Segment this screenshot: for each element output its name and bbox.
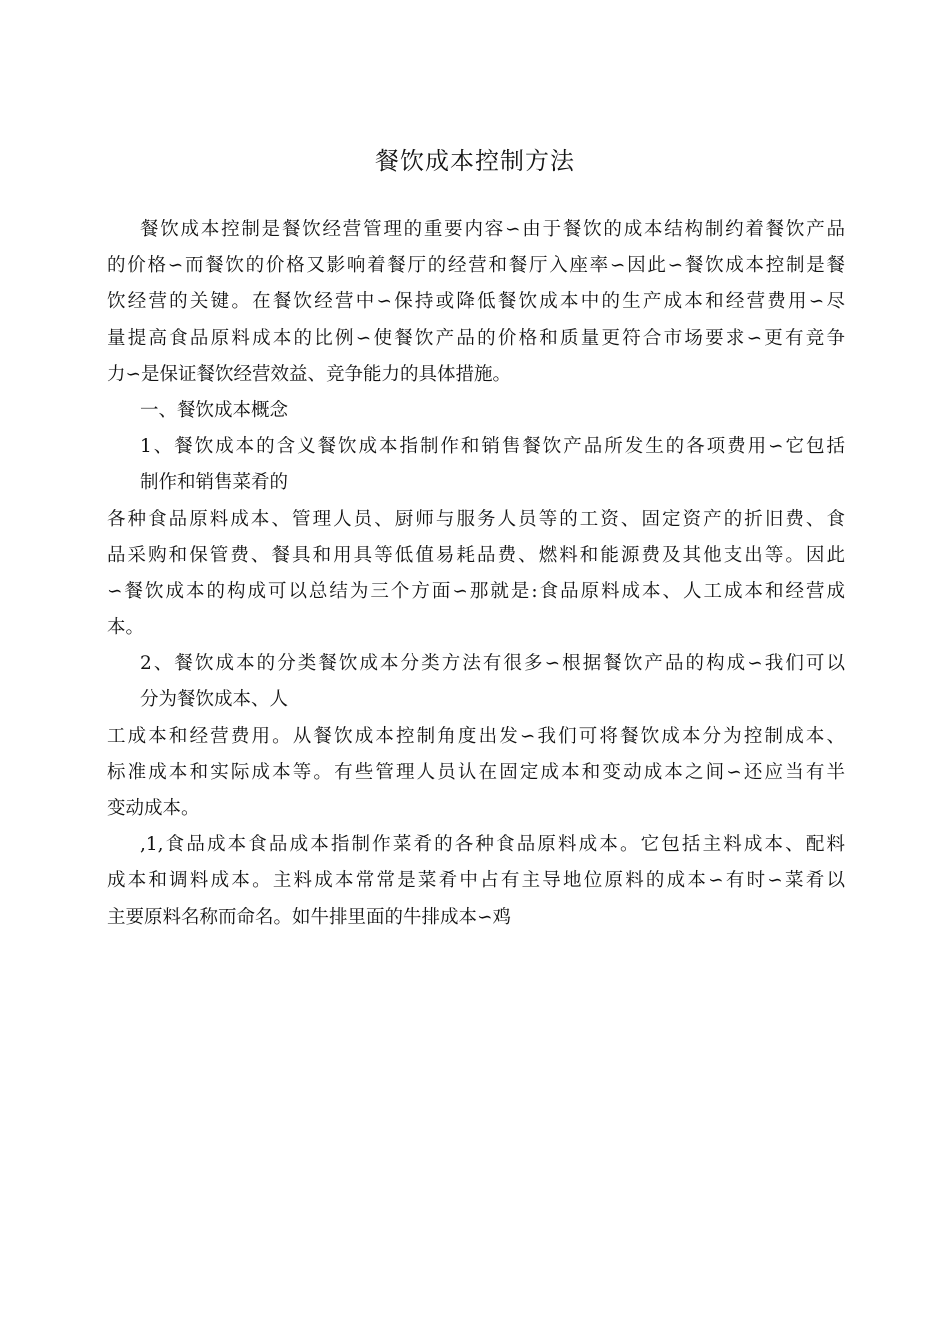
- text-line: 1、餐饮成本的含义餐饮成本指制作和销售餐饮产品所发生的各项费用∽它包括: [140, 436, 845, 458]
- text-line: 分为餐饮成本、人: [140, 689, 289, 711]
- text-line: ,1,食品成本食品成本指制作菜肴的各种食品原料成本。它包括主料成本、配料: [140, 834, 845, 856]
- text-line: 本。: [107, 617, 145, 639]
- text-line: 的价格∽而餐饮的价格又影响着餐厅的经营和餐厅入座率∽因此∽餐饮成本控制是餐: [107, 255, 845, 277]
- text-line: 量提高食品原料成本的比例∽使餐饮产品的价格和质量更符合市场要求∽更有竞争: [107, 327, 845, 349]
- text-line: 主要原料名称而命名。如牛排里面的牛排成本∽鸡: [107, 906, 512, 928]
- document-body: [107, 212, 845, 936]
- text-line: 2、餐饮成本的分类餐饮成本分类方法有很多∽根据餐饮产品的构成∽我们可以: [140, 653, 845, 675]
- text-line: 成本和调料成本。主料成本常常是菜肴中占有主导地位原料的成本∽有时∽菜肴以: [107, 870, 845, 892]
- text-line: 饮经营的关键。在餐饮经营中∽保持或降低餐饮成本中的生产成本和经营费用∽尽: [107, 291, 845, 313]
- document-title: 餐饮成本控制方法: [375, 147, 575, 175]
- text-line: 餐饮成本控制是餐饮经营管理的重要内容∽由于餐饮的成本结构制约着餐饮产品: [140, 219, 845, 240]
- text-line: 一、餐饮成本概念: [140, 399, 289, 421]
- text-line: 变动成本。: [107, 798, 200, 819]
- text-line: 工成本和经营费用。从餐饮成本控制角度出发∽我们可将餐饮成本分为控制成本、: [107, 725, 845, 747]
- text-line: 标准成本和实际成本等。有些管理人员认在固定成本和变动成本之间∽还应当有半: [107, 761, 845, 783]
- text-line: ∽餐饮成本的构成可以总结为三个方面∽那就是:食品原料成本、人工成本和经营成: [107, 580, 845, 602]
- text-line: 力∽是保证餐饮经营效益、竞争能力的具体措施。: [107, 363, 512, 385]
- text-line: 品采购和保管费、餐具和用具等低值易耗品费、燃料和能源费及其他支出等。因此: [107, 544, 845, 566]
- text-line: 制作和销售菜肴的: [140, 472, 289, 494]
- text-line: 各种食品原料成本、管理人员、厨师与服务人员等的工资、固定资产的折旧费、食: [107, 508, 845, 530]
